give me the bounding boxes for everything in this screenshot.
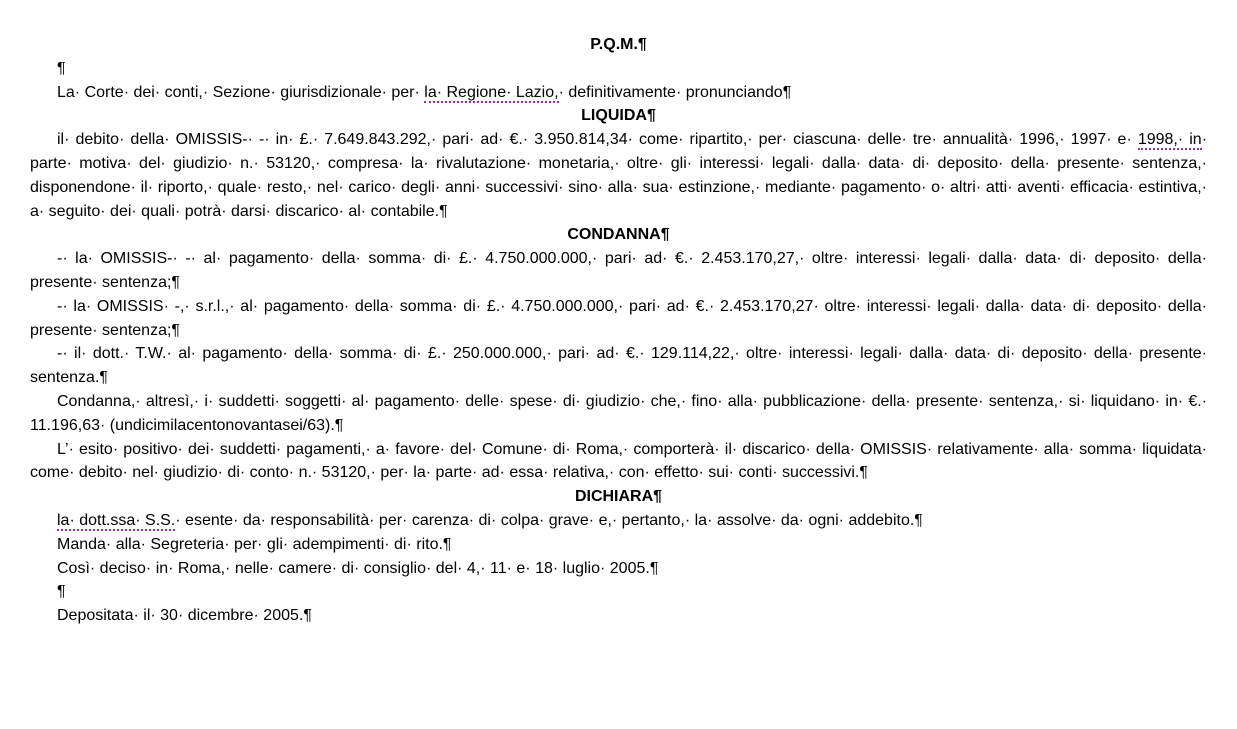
paragraph (30, 342, 1207, 390)
pilcrow-mark: ¶ (782, 83, 792, 101)
paragraph (30, 81, 1207, 105)
grammar-squiggle: la· Regione· Lazio, (424, 83, 559, 101)
text-run: -· il· dott.· T.W.· al· pagamento· della· somma· di· £.· 250.000.000,· pari· ad· €.· 129.114,22,· oltre· interessi· legali· dalla· data· di· deposito· della· presente· sentenza. (30, 345, 1207, 387)
heading (30, 485, 1207, 509)
pilcrow-mark: ¶ (303, 607, 312, 625)
heading (30, 223, 1207, 247)
text-run: Così· deciso· in· Roma,· nelle· camere· di· consiglio· del· 4,· 11· e· 18· luglio· 2005. (57, 559, 650, 577)
pilcrow-mark: ¶ (439, 202, 448, 220)
paragraph (30, 604, 1207, 628)
heading (30, 104, 1207, 128)
paragraph (30, 128, 1207, 223)
pilcrow-mark: ¶ (171, 321, 181, 339)
text-run: CONDANNA (567, 226, 661, 244)
text-run: LIQUIDA (581, 107, 647, 125)
pilcrow-mark: ¶ (660, 226, 670, 244)
text-run: L’· esito· positivo· dei· suddetti· pagamenti,· a· favore· del· Comune· di· Roma,· comporterà· il· discarico· della· OMISSIS· relativamente· alla· somma· liquidata· come· debito· nel· giudizio· di· conto· n.· 53120,· per· la· parte· ad· essa· relativa,· con· effetto· sui· conti· successivi. (30, 440, 1207, 482)
text-run: Condanna,· altresì,· i· suddetti· soggetti· al· pagamento· delle· spese· di· giudizio· che,· fino· alla· pubblicazione· della· presente· sentenza,· si· liquidano· in· €.· 11.196,63· (undicimilacentonovantasei/63). (30, 392, 1207, 434)
paragraph (30, 557, 1207, 581)
pilcrow-mark: ¶ (653, 488, 663, 506)
paragraph (30, 247, 1207, 295)
grammar-squiggle: 1998,· in (1137, 131, 1202, 149)
empty-paragraph (30, 57, 1207, 81)
text-run: · parte· motiva· del· giudizio· n.· 53120,· compresa· la· rivalutazione· monetaria,· oltre· gli· interessi· legali· dalla· data· di· deposito· della· presente· sentenza,· disponendone· il· riporto,· quale· resto,· nel· carico· degli· anni· successivi· sino· alla· sua· estinzione,· mediante· pagamento· o· altri· atti· aventi· efficacia· estintiva,· a· seguito· dei· quali· potrà· darsi· discarico· al· contabile. (30, 131, 1208, 220)
text-run: -· la· OMISSIS-· -· al· pagamento· della· somma· di· £.· 4.750.000.000,· pari· ad· €.· 2.453.170,27,· oltre· interessi· legali· dalla· data· di· deposito· della· presente· sentenza; (30, 250, 1207, 291)
pilcrow-mark: ¶ (859, 464, 868, 482)
paragraph (30, 533, 1207, 557)
pilcrow-mark: ¶ (646, 107, 656, 125)
text-run: il· debito· della· OMISSIS-· -· in· £.· 7.649.843.292,· pari· ad· €.· 3.950.814,34· come· ripartito,· per· ciascuna· delle· tre· annualità· 1996,· 1997· e· (57, 131, 1138, 149)
pilcrow-mark: ¶ (442, 535, 452, 553)
paragraph (30, 438, 1207, 486)
pilcrow-mark: ¶ (914, 511, 923, 529)
pilcrow-mark: ¶ (334, 416, 344, 434)
grammar-squiggle: la· dott.ssa· S.S. (57, 511, 176, 529)
heading (30, 33, 1207, 57)
pilcrow-mark: ¶ (649, 559, 659, 577)
paragraph (30, 390, 1207, 438)
text-run: La· Corte· dei· conti,· Sezione· giurisdizionale· per· (57, 83, 425, 101)
paragraph (30, 295, 1207, 343)
pilcrow-mark: ¶ (57, 583, 66, 601)
empty-paragraph (30, 580, 1207, 604)
text-run: Depositata· il· 30· dicembre· 2005. (57, 607, 304, 625)
pilcrow-mark: ¶ (171, 273, 181, 291)
text-run: DICHIARA (574, 488, 654, 506)
pilcrow-mark: ¶ (99, 369, 108, 387)
text-run: -· la· OMISSIS· -,· s.r.l.,· al· pagamento· della· somma· di· £.· 4.750.000.000,· pari· ad· €.· 2.453.170,27· oltre· interessi· legali· dalla· data· di· deposito· della· presente· sentenza; (30, 297, 1207, 339)
text-run: · definitivamente· pronunciando (558, 83, 783, 101)
text-run: Manda· alla· Segreteria· per· gli· adempimenti· di· rito. (57, 535, 443, 553)
pilcrow-mark: ¶ (637, 36, 647, 53)
text-run: P.Q.M. (590, 36, 638, 53)
paragraph (30, 509, 1207, 533)
pilcrow-mark: ¶ (57, 59, 66, 77)
text-run: · esente· da· responsabilità· per· carenza· di· colpa· grave· e,· pertanto,· la· assolve· da· ogni· addebito. (175, 511, 915, 529)
